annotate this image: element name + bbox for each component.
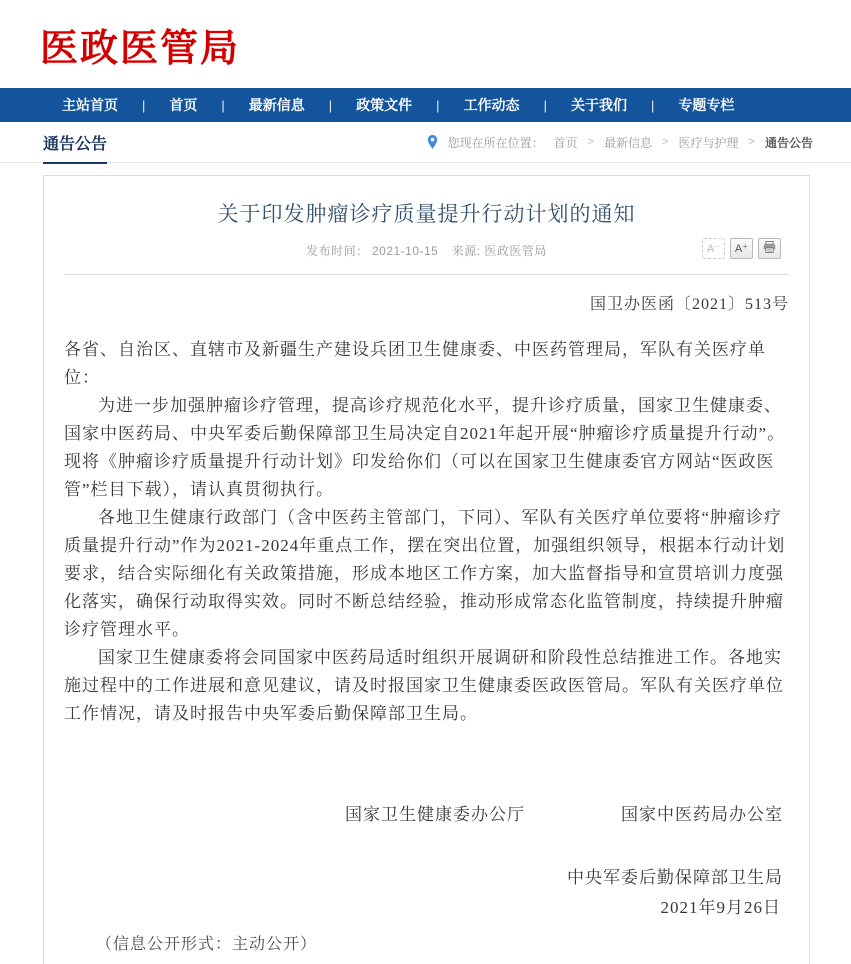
signature-org-1: 国家卫生健康委办公厅 — [345, 805, 525, 824]
publish-time-label: 发布时间： — [306, 244, 369, 258]
breadcrumb-item-home[interactable]: 首页 — [553, 135, 578, 150]
site-header — [0, 0, 851, 88]
nav-item-main-home[interactable]: 主站首页 — [62, 97, 118, 113]
article-title: 关于印发肿瘤诊疗质量提升行动计划的通知 — [217, 203, 636, 226]
nav-separator: | — [221, 97, 225, 113]
nav-item-work-updates[interactable]: 工作动态 — [463, 97, 520, 113]
breadcrumb — [427, 134, 813, 151]
signature-row — [64, 800, 789, 825]
print-button[interactable] — [758, 238, 781, 259]
nav-separator: | — [142, 97, 146, 113]
paragraph: 各省、自治区、直辖市及新疆生产建设兵团卫生健康委、中医药管理局，军队有关医疗单位： — [64, 340, 766, 387]
font-increase-button[interactable]: A⁺ — [730, 238, 753, 259]
article-container — [43, 175, 810, 964]
nav-separator: | — [543, 97, 547, 113]
article-meta-row — [64, 242, 789, 264]
nav-separator: | — [436, 97, 440, 113]
paragraph: 为进一步加强肿瘤诊疗管理，提高诊疗规范化水平，提升诊疗质量，国家卫生健康委、国家中医药局、中央军委后勤保障部卫生局决定自2021年起开展“肿瘤诊疗质量提升行动”。现将《肿瘤诊疗质量提升行动计划》印发给你们（可以在国家卫生健康委官方网站“医政医管”栏目下载），请认真贯彻执行。 — [64, 396, 786, 499]
printer-icon — [763, 241, 776, 256]
nav-item-policy-documents[interactable]: 政策文件 — [356, 97, 413, 113]
breadcrumb-separator: > — [748, 136, 755, 148]
site-logo[interactable]: 医政医管局 — [40, 27, 241, 70]
section-title: 通告公告 — [43, 131, 107, 164]
breadcrumb-label: 您现在所在位置： — [447, 135, 544, 150]
breadcrumb-separator: > — [662, 136, 669, 148]
paragraph: 国家卫生健康委将会同国家中医药局适时组织开展调研和阶段性总结推进工作。各地实施过程中的工作进展和意见建议，请及时报国家卫生健康委医政医管局。军队有关医疗单位工作情况，请及时报告中央军委后勤保障部卫生局。 — [64, 648, 784, 723]
document-number: 国卫办医函〔2021〕513号 — [589, 296, 789, 313]
font-decrease-button[interactable]: A⁻ — [702, 238, 725, 259]
nav-separator: | — [328, 97, 333, 113]
location-pin-icon — [427, 135, 438, 149]
nav-separator: | — [650, 97, 655, 113]
nav-item-about-us[interactable]: 关于我们 — [570, 97, 627, 113]
breadcrumb-row — [0, 122, 851, 163]
breadcrumb-separator: > — [587, 136, 595, 148]
meta-divider — [64, 274, 789, 275]
breadcrumb-item-medical-nursing[interactable]: 医疗与护理 — [678, 135, 739, 150]
signature-date: 2021年9月26日 — [660, 898, 781, 917]
public-disclosure-note: （信息公开形式：主动公开） — [96, 936, 318, 953]
nav-item-latest-news[interactable]: 最新信息 — [248, 97, 305, 113]
paragraph: 各地卫生健康行政部门（含中医药主管部门，下同）、军队有关医疗单位要将“肿瘤诊疗质量提升行动”作为2021-2024年重点工作，摆在突出位置，加强组织领导，根据本行动计划要求，结合实际细化有关政策措施，形成本地区工作方案，加大监督指导和宣贯培训力度强化落实，确保行动取得实效。同时不断总结经验，推动形成常态化监管制度，持续提升肿瘤诊疗管理水平。 — [64, 508, 786, 639]
document-body — [64, 336, 789, 728]
main-nav — [0, 88, 851, 122]
breadcrumb-item-current: 通告公告 — [764, 135, 813, 150]
nav-item-special-columns[interactable]: 专题专栏 — [678, 97, 735, 113]
nav-item-home[interactable]: 首页 — [169, 97, 198, 113]
signature-org-3: 中央军委后勤保障部卫生局 — [567, 868, 783, 887]
breadcrumb-item-latest-news[interactable]: 最新信息 — [604, 135, 653, 150]
article-toolbar — [702, 238, 781, 259]
publish-date: 2021-10-15 — [371, 244, 439, 258]
signature-org-2: 国家中医药局办公室 — [621, 805, 783, 824]
source-label: 来源: 医政医管局 — [451, 244, 547, 258]
